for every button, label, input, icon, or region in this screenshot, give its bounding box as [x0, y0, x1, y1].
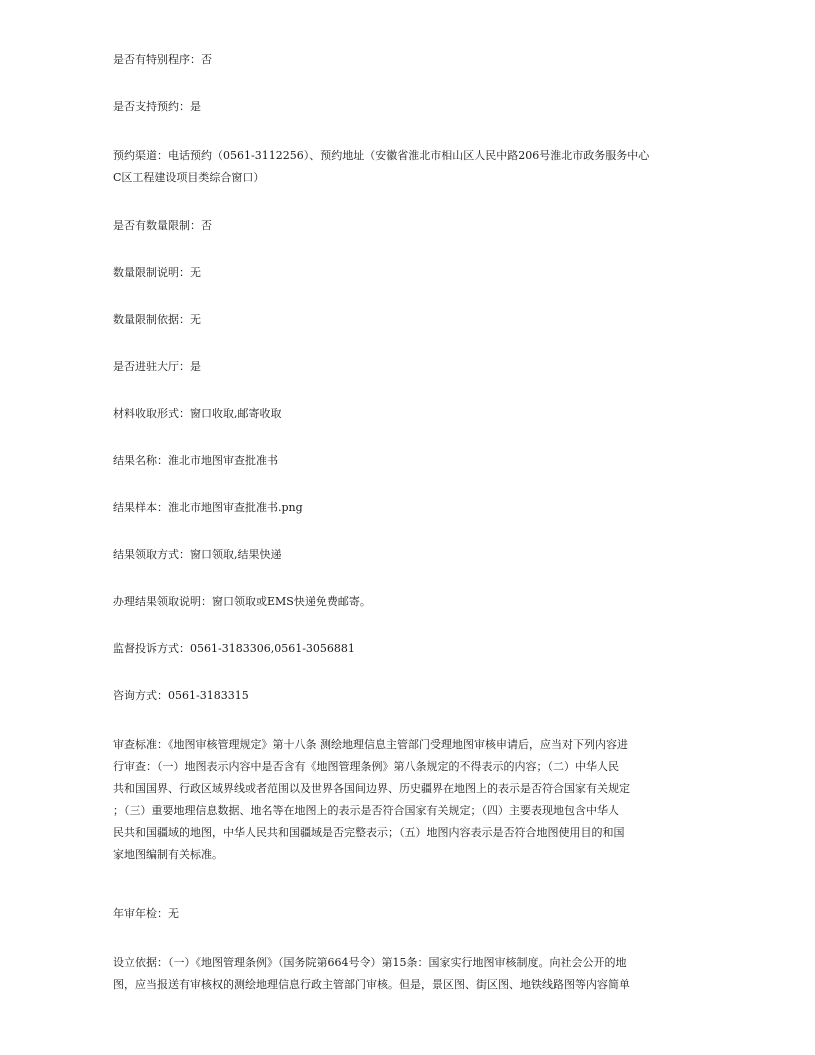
reservation-channel-paragraph	[113, 145, 688, 189]
result-sample-line: 结果样本：淮北市地图审查批准书.png	[113, 501, 303, 514]
review-standard-paragraph	[113, 734, 688, 866]
paragraph-line: 行审查：（一）地图表示内容中是否含有《地图管理条例》第八条规定的不得表示的内容；（二）中华人民	[113, 760, 619, 773]
in-hall-line: 是否进驻大厅：是	[113, 360, 201, 373]
paragraph-line: 审查标准：《地图审核管理规定》第十八条 测绘地理信息主管部门受理地图审核申请后，应当对下列内容进	[113, 738, 628, 751]
legal-basis-paragraph	[113, 952, 688, 996]
quantity-limit-basis-line: 数量限制依据：无	[113, 313, 201, 326]
paragraph-line: ；（三）重要地理信息数据、地名等在地图上的表示是否符合国家有关规定；（四）主要表现地包含中华人	[113, 804, 619, 817]
quantity-limit-line: 是否有数量限制：否	[113, 219, 212, 232]
paragraph-line: 图，应当报送有审核权的测绘地理信息行政主管部门审核。但是，景区图、街区图、地铁线路图等内容简单	[113, 978, 630, 991]
special-procedure-line: 是否有特别程序：否	[113, 53, 212, 66]
result-name-line: 结果名称：淮北市地图审查批准书	[113, 454, 278, 467]
paragraph-line: 民共和国疆域的地图，中华人民共和国疆域是否完整表示；（五）地图内容表示是否符合地图使用目的和国	[113, 826, 625, 839]
paragraph-line: C区工程建设项目类综合窗口）	[113, 171, 265, 184]
complaint-contact-line: 监督投诉方式：0561-3183306,0561-3056881	[113, 642, 355, 655]
result-pickup-note-line: 办理结果领取说明：窗口领取或EMS快递免费邮寄。	[113, 595, 371, 608]
annual-review-line: 年审年检：无	[113, 907, 179, 920]
material-collection-line: 材料收取形式：窗口收取,邮寄收取	[113, 407, 282, 420]
reservation-support-line: 是否支持预约：是	[113, 100, 201, 113]
paragraph-line: 共和国国界、行政区域界线或者范围以及世界各国间边界、历史疆界在地图上的表示是否符合国家有关规定	[113, 782, 630, 795]
paragraph-line: 家地图编制有关标准。	[113, 848, 223, 861]
result-pickup-method-line: 结果领取方式：窗口领取,结果快递	[113, 548, 282, 561]
paragraph-line: 设立依据：（一）《地图管理条例》（国务院第664号令）第15条：国家实行地图审核制度。向社会公开的地	[113, 956, 627, 969]
paragraph-line: 预约渠道：电话预约（0561-3112256）、预约地址（安徽省淮北市相山区人民中路206号淮北市政务服务中心	[113, 149, 650, 162]
quantity-limit-note-line: 数量限制说明：无	[113, 266, 201, 279]
consult-contact-line: 咨询方式：0561-3183315	[113, 689, 249, 702]
